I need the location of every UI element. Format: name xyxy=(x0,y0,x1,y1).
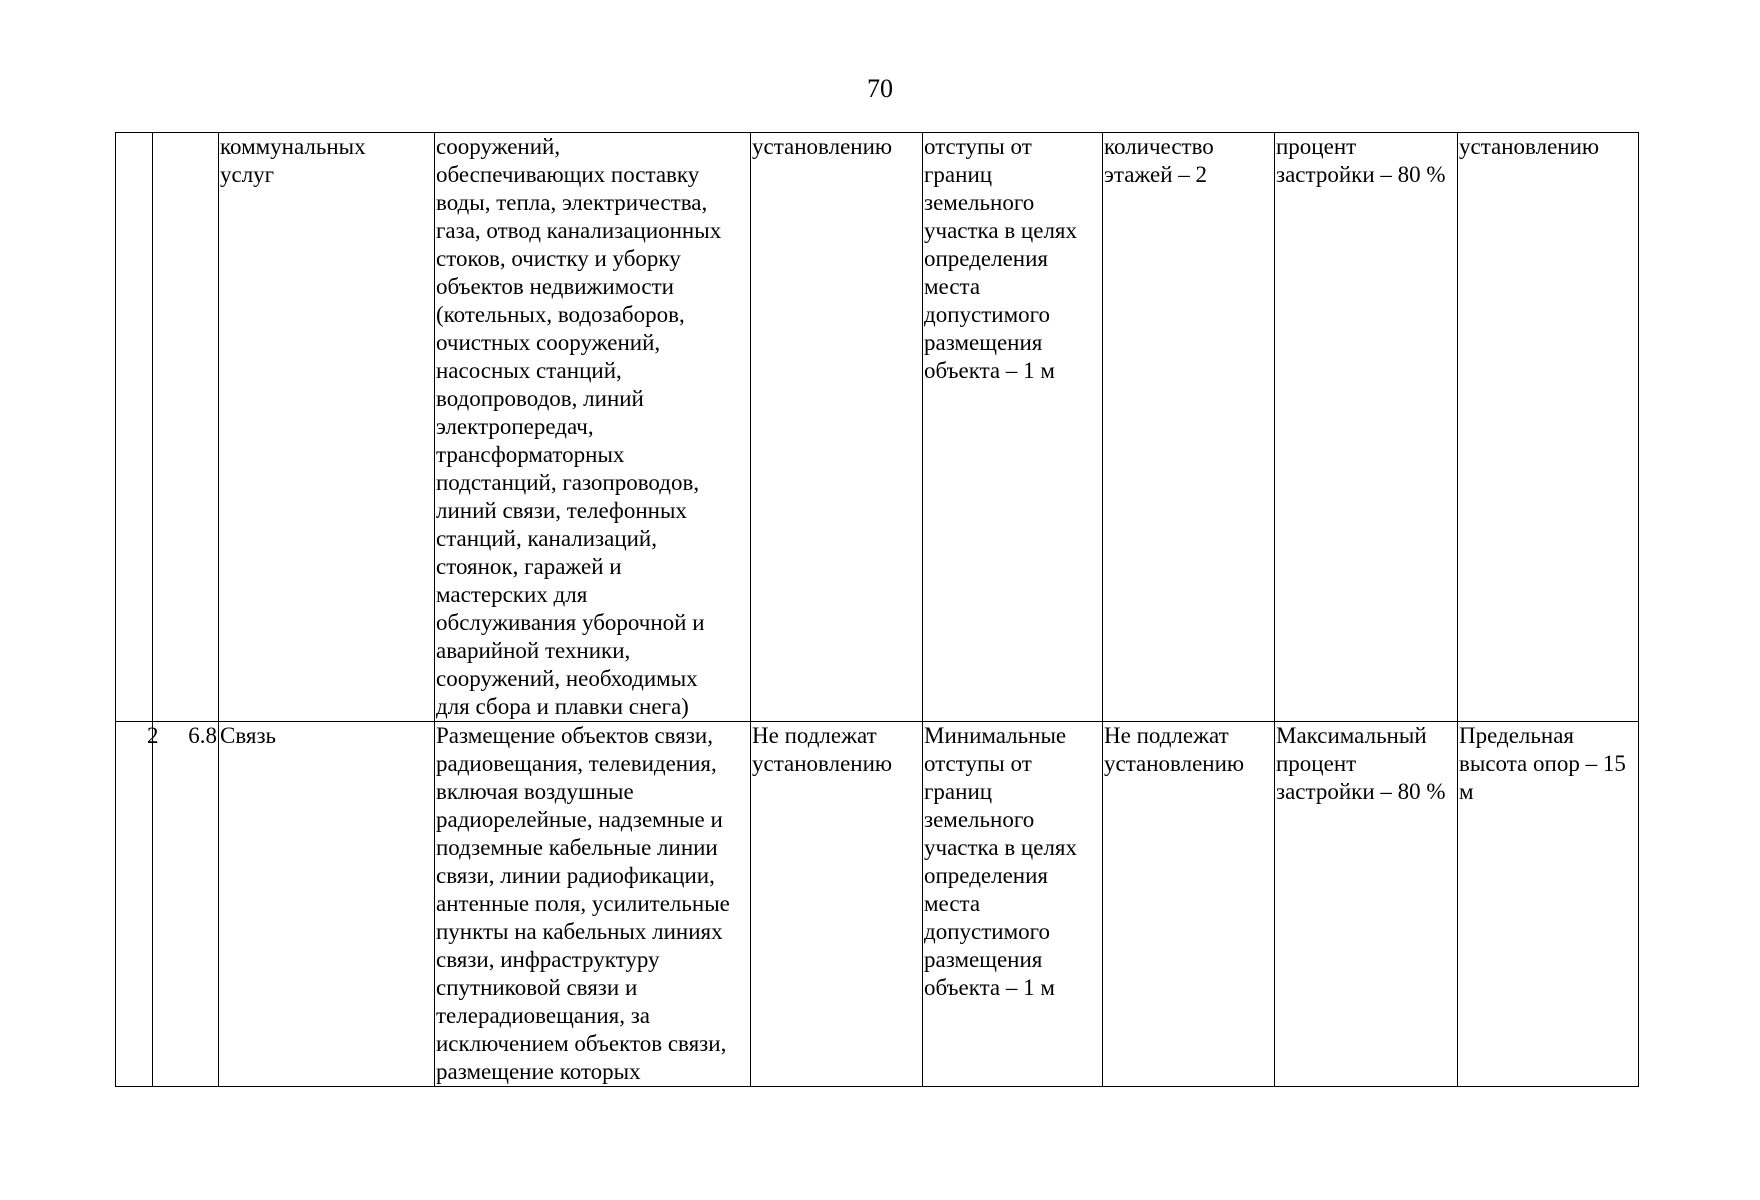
coverage-text: процент застройки – 80 % xyxy=(1276,134,1446,187)
other-text: установлению xyxy=(1459,134,1600,159)
regulations-table xyxy=(115,132,1639,1087)
name-cell xyxy=(219,722,435,1087)
area-cell xyxy=(751,133,923,722)
floors-text: количество этажей – 2 xyxy=(1104,134,1214,187)
area-text: установлению xyxy=(752,134,893,159)
description-cell xyxy=(435,722,751,1087)
row-index: 2 xyxy=(147,723,159,748)
code-cell xyxy=(153,722,219,1087)
description-cell xyxy=(435,133,751,722)
code-cell xyxy=(153,133,219,722)
name-text: коммунальных услуг xyxy=(220,134,366,187)
table-row xyxy=(116,133,1639,722)
floors-text: Не подлежат установлению xyxy=(1104,723,1245,776)
area-cell xyxy=(751,722,923,1087)
setbacks-cell xyxy=(923,722,1103,1087)
setbacks-text: отступы от границ земельного участка в целях определения места допустимого размещения объекта – 1 м xyxy=(924,134,1078,383)
name-cell xyxy=(219,133,435,722)
other-cell xyxy=(1458,133,1639,722)
page-number: 70 xyxy=(867,74,893,103)
floors-cell xyxy=(1103,722,1275,1087)
area-text: Не подлежат установлению xyxy=(752,723,893,776)
description-text: Размещение объектов связи, радиовещания, телевидения, включая воздушные радиорелейные, надземные и подземные кабельные линии связи, линии радиофикации, антенные поля, усилительные пункты на кабельных линиях связи, инфраструктуру спутниковой связи и телерадиовещания, за исключением объектов связи, размещение которых xyxy=(436,723,730,1084)
coverage-cell xyxy=(1275,133,1458,722)
coverage-text: Максимальный процент застройки – 80 % xyxy=(1276,723,1446,804)
other-cell xyxy=(1458,722,1639,1087)
table-row xyxy=(116,722,1639,1087)
setbacks-text: Минимальные отступы от границ земельного участка в целях определения места допустимого размещения объекта – 1 м xyxy=(924,723,1078,1000)
coverage-cell xyxy=(1275,722,1458,1087)
row-index-cell xyxy=(116,722,159,1087)
code-text: 6.8 xyxy=(188,723,217,748)
description-text: сооружений, обеспечивающих поставку воды, тепла, электричества, газа, отвод канализационных стоков, очистку и уборку объектов недвижимости (котельных, водозаборов, очистных сооружений, насосных станций, водопроводов, линий электропередач, трансформаторных подстанций, газопроводов, линий связи, телефонных станций, канализаций, стоянок, гаражей и мастерских для обслуживания уборочной и аварийной техники, сооружений, необходимых для сбора и плавки снега) xyxy=(436,134,722,719)
other-text: Предельная высота опор – 15 м xyxy=(1459,723,1626,804)
name-text: Связь xyxy=(220,723,277,748)
row-index-cell xyxy=(116,133,153,722)
floors-cell xyxy=(1103,133,1275,722)
setbacks-cell xyxy=(923,133,1103,722)
